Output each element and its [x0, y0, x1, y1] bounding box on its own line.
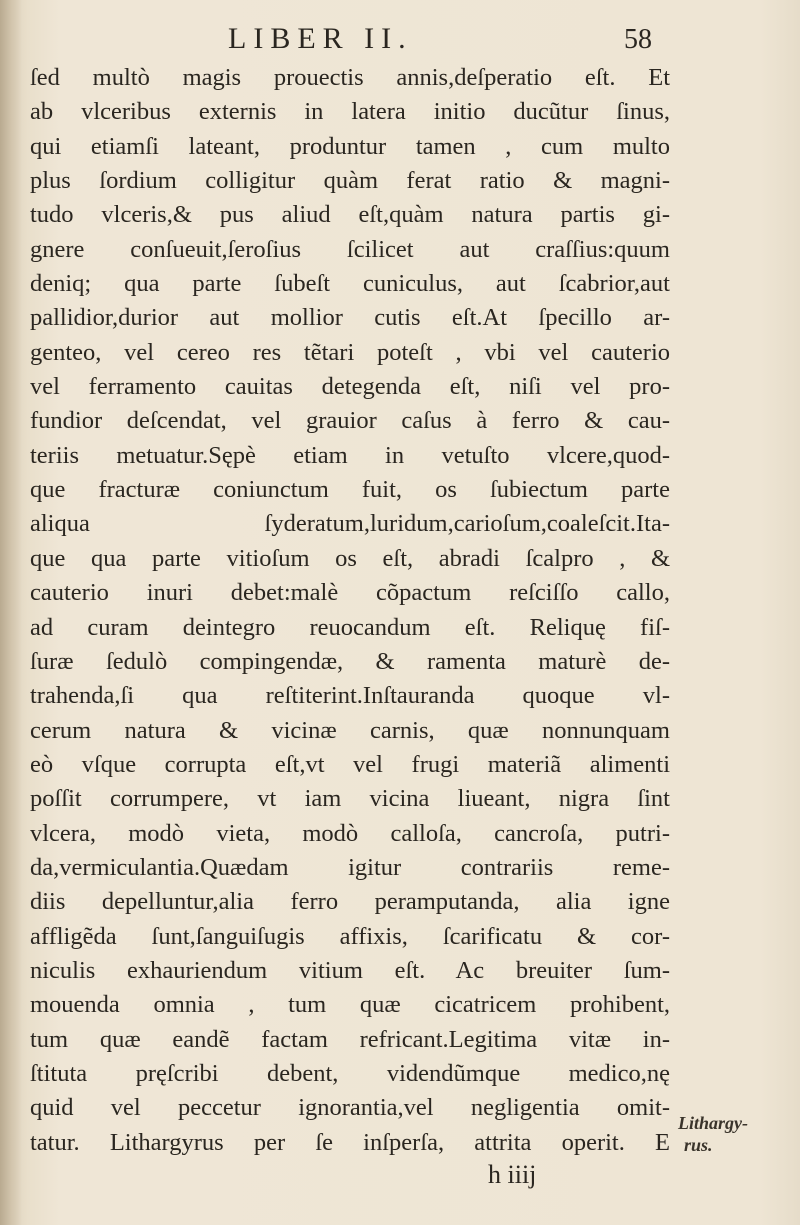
- text-line: cauterio inuri debet:malè cõpactum reſciſſo callo,: [30, 579, 670, 607]
- text-line: teriis metuatur.Sępè etiam in vetuſto vlcere,quod-: [30, 441, 670, 469]
- text-line: da,vermiculantia.Quædam igitur contrariis reme-: [30, 853, 670, 881]
- text-line: tum quæ eandẽ factam refricant.Legitima vitæ in-: [30, 1025, 670, 1053]
- text-line: mouenda omnia , tum quæ cicatricem prohibent,: [30, 991, 670, 1019]
- text-line: ab vlceribus externis in latera initio ducũtur ſinus,: [30, 98, 670, 126]
- text-line: poſſit corrumpere, vt iam vicina liueant, nigra ſint: [30, 785, 670, 813]
- text-line: eò vſque corrupta eſt,vt vel frugi materiã alimenti: [30, 750, 670, 778]
- margin-note-line: Lithargy-: [678, 1113, 748, 1133]
- text-line: gnere conſueuit,ſeroſius ſcilicet aut craſſius:quum: [30, 235, 670, 263]
- margin-note-line: rus.: [684, 1135, 713, 1155]
- text-line: ſed multò magis prouectis annis,deſperatio eſt. Et: [30, 64, 670, 91]
- text-line: ſuræ ſedulò compingendæ, & ramenta maturè de-: [30, 647, 670, 675]
- text-line: affligẽda ſunt,ſanguiſugis affixis, ſcarificatu & cor-: [30, 922, 670, 950]
- text-line: deniq; qua parte ſubeſt cuniculus, aut ſcabrior,aut: [30, 270, 670, 298]
- text-line: vlcera, modò vieta, modò calloſa, cancroſa, putri-: [30, 819, 670, 847]
- text-line: que qua parte vitioſum os eſt, abradi ſcalpro , &: [30, 544, 670, 572]
- text-line: pallidior,durior aut mollior cutis eſt.At ſpecillo ar-: [30, 304, 670, 332]
- binding-gutter: [0, 0, 22, 1225]
- body-text: [30, 61, 670, 1160]
- text-line: que fracturæ coniunctum fuit, os ſubiectum parte: [30, 476, 670, 504]
- signature-mark: h iiij: [488, 1160, 537, 1189]
- margin-note: [678, 1112, 796, 1156]
- text-line: genteo, vel cereo res tẽtari poteſt , vbi vel cauterio: [30, 338, 670, 366]
- page-header: [0, 20, 800, 60]
- text-line: tatur. Lithargyrus per ſe inſperſa, attrita operit. E: [30, 1128, 670, 1156]
- text-line: fundior deſcendat, vel grauior caſus à ferro & cau-: [30, 407, 670, 435]
- text-line: cerum natura & vicinæ carnis, quæ nonnunquam: [30, 716, 670, 744]
- text-line: diis depelluntur,alia ferro peramputanda, alia igne: [30, 888, 670, 916]
- text-line: ſtituta pręſcribi debent, videndũmque medico,nę: [30, 1059, 670, 1087]
- text-line: quid vel peccetur ignorantia,vel negligentia omit-: [30, 1094, 670, 1122]
- text-line: trahenda,ſi qua reſtiterint.Inſtauranda quoque vl-: [30, 682, 670, 710]
- text-line: vel ferramento cauitas detegenda eſt, niſi vel pro-: [30, 373, 670, 401]
- text-line: plus ſordium colligitur quàm ferat ratio & magni-: [30, 167, 670, 195]
- page-number: 58: [624, 24, 652, 55]
- running-head: LIBER II.: [228, 22, 413, 55]
- text-line: ad curam deintegro reuocandum eſt. Reliquę fiſ-: [30, 613, 670, 641]
- text-line: qui etiamſi lateant, produntur tamen , cum multo: [30, 132, 670, 160]
- text-line: tudo vlceris,& pus aliud eſt,quàm natura partis gi-: [30, 201, 670, 229]
- text-line: niculis exhauriendum vitium eſt. Ac breuiter ſum-: [30, 956, 670, 984]
- text-line: aliqua ſyderatum,luridum,carioſum,coaleſcit.Ita-: [30, 510, 670, 538]
